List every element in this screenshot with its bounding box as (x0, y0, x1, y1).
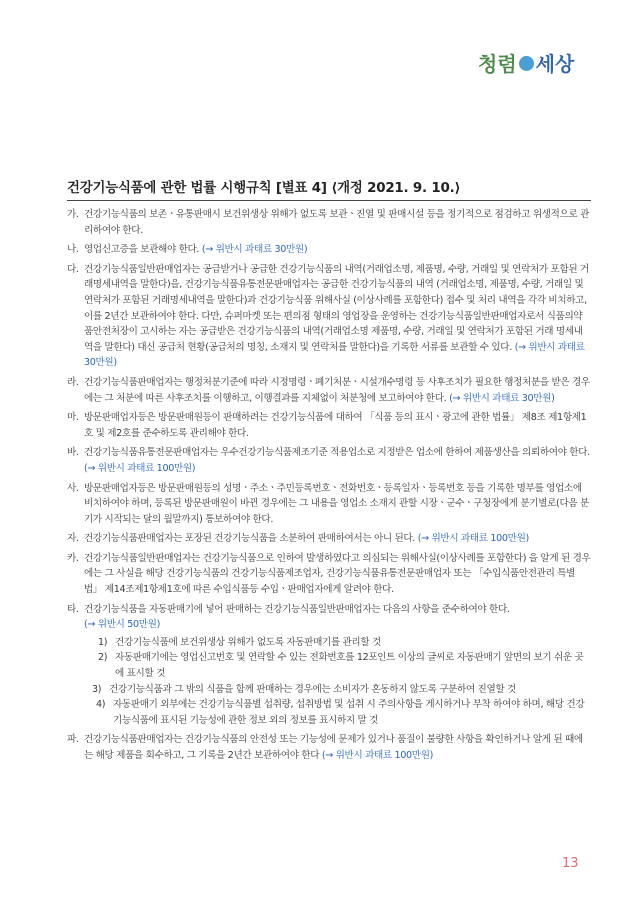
penalty-note: (→ 위반시 과태료 100만원) (417, 533, 529, 545)
regulation-item (67, 481, 591, 528)
sub-item-text: 건강기능식품에 보건위생상 위해가 없도록 자동판매기를 관리할 것 (115, 636, 381, 648)
logo (478, 48, 574, 77)
regulation-item (67, 242, 591, 258)
item-marker: 파. (67, 734, 79, 746)
regulation-item (67, 732, 591, 763)
sub-item-marker: 1) (98, 636, 108, 648)
logo-emblem-icon (519, 56, 534, 71)
document-title: 건강기능식품에 관한 법률 시행규칙 [별표 4] ⟨개정 2021. 9. 10.⟩ (67, 181, 461, 196)
sub-item-marker: 3) (92, 683, 102, 695)
title-divider (67, 200, 591, 201)
item-marker: 마. (67, 412, 79, 424)
sub-item (98, 635, 591, 651)
item-text: 건강기능식품일반판매업자는 공급받거나 공급한 건강기능식품의 내역(거래업소명, 제품명, 수량, 거래일 및 연락처가 포함된 거래명세내역을 말한다)을, 건강기능식품유통전문판매업자는 공급한 건강기능식품의 내역 (거래업소명, 제품명, 수량, 거래일 및 연락처가 포함된 거래명세내역을 말한다)과 건강기능식품 위해사실 (이상사례를 포함한다) 접수 및 처리 내역을 각각 비치하고, 이를 2년간 보관하여야 한다. 다만, 슈퍼마켓 또는 편의점 형태의 영업장을 운영하는 건강기능식품일반판매업자로서 식품의약품안전처장이 고시하는 자는 공급받은 건강기능식품의 내역(거래업소명 제품명, 수량, 거래일 및 연락처가 포함된 거래 명세내역을 말한다) 대신 공급처 현황(공급처의 명칭, 소재지 및 연락처를 말한다)을 기록한 서류를 보관할 수 있다. (84, 263, 589, 353)
penalty-note: (→ 위반시 과태료 30만원) (201, 244, 308, 256)
item-marker: 타. (67, 603, 79, 615)
regulation-item (67, 531, 591, 547)
sub-item-text: 자동판매기 외부에는 건강기능식품별 섭취량, 섭취방법 및 섭취 시 주의사항을 게시하거나 부착 하여야 하며, 해당 건강기능식품에 표시된 기능성에 관한 정보 외의 정보를 표시하지 말 것 (113, 699, 585, 726)
sub-item (92, 682, 591, 698)
item-marker: 라. (67, 376, 79, 388)
item-marker: 사. (67, 482, 79, 494)
item-text: 건강기능식품판매업자는 행정처분기준에 따라 시정명령ㆍ폐기처분ㆍ시설개수명령 등 사후조치가 필요한 행정처분을 받은 경우에는 그 처분에 따른 사후조치를 이행하고, 이행결과를 지체없이 처분청에 보고하여야 한다. (84, 376, 590, 404)
item-marker: 바. (67, 447, 79, 459)
sub-item-marker: 4) (96, 699, 106, 711)
item-text: 건강기능식품의 보존ㆍ유통판매시 보건위생상 위해가 없도록 보관ㆍ진열 및 판매시설 등을 정기적으로 점검하고 위생적으로 관리하여야 한다. (84, 209, 590, 236)
sub-item-marker: 2) (98, 652, 108, 664)
penalty-note: (→ 위반시 과태료 100만원) (321, 750, 434, 761)
regulation-item (67, 602, 591, 729)
regulation-item (67, 375, 591, 406)
regulation-item (67, 445, 591, 476)
logo-text-sesang: 세상 (535, 52, 575, 76)
regulation-item (67, 207, 591, 238)
sub-item-text: 자동판매기에는 영업신고번호 및 연락할 수 있는 전화번호를 12포인트 이상의 글씨로 자동판매기 앞면의 보기 쉬운 곳에 표시할 것 (115, 652, 584, 680)
penalty-note: (→ 위반시 과태료 30만원) (449, 392, 555, 404)
sub-item-text: 건강기능식품과 그 밖의 식품을 함께 판매하는 경우에는 소비자가 혼동하지 않도록 구분하여 진열할 것 (109, 683, 516, 695)
item-text: 방문판매업자등은 방문판매원등이 판매하려는 건강기능식품에 대하여 「식품 등의 표시ㆍ광고에 관한 법률」 제8조 제1항제1호 및 제2호를 준수하도록 관리해야 한다. (84, 412, 587, 439)
item-text: 건강기능식품일반판매업자는 건강기능식품으로 인하여 발생하였다고 의심되는 위해사실(이상사례를 포함한다) 을 알게 된 경우에는 그 사실을 해당 건강기능식품의 건강기능식품제조업자, 건강기능식품유통전문판매업자 또는 「수입식품안전관리 특별법」 제14조제1항제1호에 따른 수입식품등 수입ㆍ판매업자에게 알려야 한다. (84, 552, 591, 596)
item-text: 건강기능식품을 자동판매기에 넣어 판매하는 건강기능식품일반판매업자는 다음의 사항을 준수하여야 한다. (84, 603, 510, 615)
penalty-note: (→ 위반시 50만원) (84, 619, 160, 631)
penalty-note: (→ 위반시 과태료 30만원) (84, 341, 585, 369)
sub-item (96, 697, 591, 728)
logo-text-cheongryeom: 청렴 (478, 52, 517, 76)
sub-item (98, 650, 591, 681)
item-text: 방문판매업자등은 방문판매원등의 성명ㆍ주소ㆍ주민등록번호ㆍ전화번호ㆍ등록일자ㆍ등록번호 등을 기록한 명부를 영업소에 비치하여야 하며, 등록된 방문판매원이 바뀐 경우에는 그 내용을 영업소 소재지 관할 시장ㆍ군수ㆍ구청장에게 분기별로(다음 분기가 시작되는 달의 월말까지) 통보하여야 한다. (84, 482, 589, 525)
item-marker: 나. (67, 244, 79, 256)
item-text: 영업신고증을 보관해야 한다. (84, 244, 200, 256)
item-text: 건강기능식품유통전문판매업자는 우수건강기능식품제조기준 적용업소로 지정받은 업소에 한하여 제품생산을 의뢰하여야 한다. (84, 447, 590, 459)
item-marker: 가. (67, 209, 79, 220)
regulation-item (67, 262, 591, 371)
item-text: 건강기능식품판매업자는 포장된 건강기능식품을 소분하여 판매하여서는 아니 된다. (84, 533, 416, 545)
item-text: 건강기능식품판매업자는 건강기능식품의 안전성 또는 기능성에 문제가 있거나 품질이 불량한 사항을 확인하거나 알게 된 때에는 해당 제품을 회수하고, 그 기록을 2년간 보관하여야 한다 (84, 734, 583, 761)
regulation-list (67, 207, 591, 768)
penalty-note: (→ 위반시 과태료 100만원) (84, 462, 196, 474)
item-marker: 카. (67, 552, 79, 564)
item-marker: 다. (67, 263, 79, 275)
item-marker: 자. (67, 533, 79, 545)
regulation-item (67, 410, 591, 441)
page-number: 13 (562, 856, 579, 871)
regulation-item (67, 551, 591, 598)
